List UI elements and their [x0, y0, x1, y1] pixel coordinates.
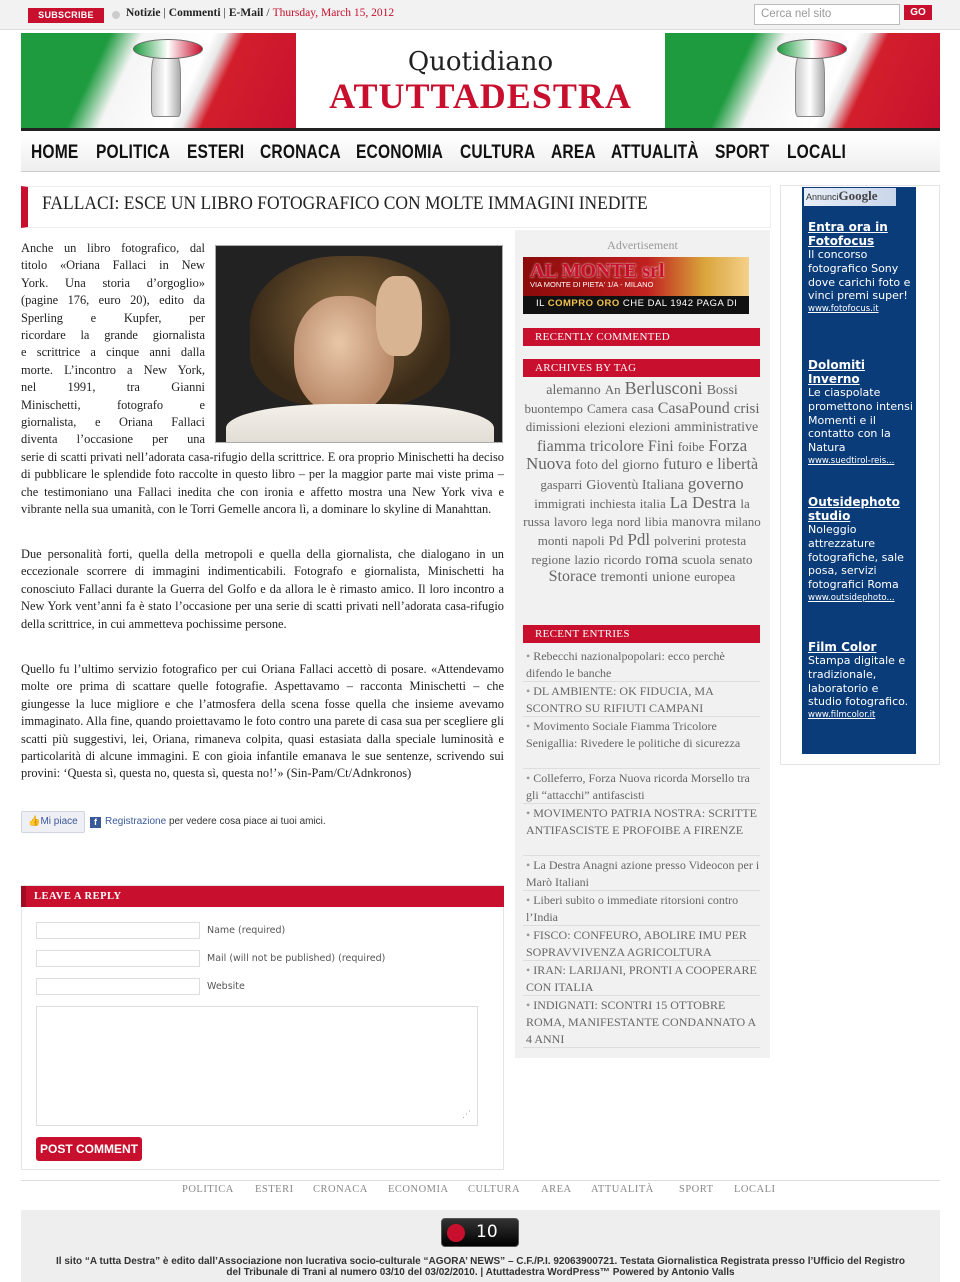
nav-esteri[interactable]: ESTERI	[187, 142, 245, 163]
nav-area[interactable]: AREA	[551, 142, 596, 163]
tag-link[interactable]: nord	[616, 513, 641, 529]
ad-headline[interactable]: Dolomiti Inverno	[808, 358, 866, 386]
tag-link[interactable]: scuola	[682, 551, 716, 567]
nav-sport[interactable]: SPORT	[715, 142, 770, 163]
tag-link[interactable]: Fini	[647, 437, 674, 455]
post-comment-button[interactable]: POST COMMENT	[36, 1137, 142, 1161]
tag-link[interactable]: foibe	[677, 438, 705, 454]
ad-url[interactable]: www.fotofocus.it	[808, 304, 879, 315]
tag-link[interactable]: polverini	[654, 533, 702, 548]
footer-nav-item[interactable]: SPORT	[679, 1184, 714, 1195]
ad-banner-tagline	[536, 298, 737, 309]
tag-link[interactable]: unione	[652, 570, 691, 585]
tag-link[interactable]: amministrative	[674, 420, 759, 435]
article-paragraph-1-wrap	[21, 240, 205, 449]
tag-link[interactable]: lavoro	[553, 513, 588, 529]
facebook-icon: f	[90, 817, 101, 828]
ad-body: Stampa digitale e tradizionale, laboratorio e studio fotografico.	[808, 654, 909, 709]
tag-link[interactable]: manovra	[671, 514, 721, 530]
recent-entry-link[interactable]: • Movimento Sociale Fiamma Tricolore Senigallia: Rivedere le politiche di sicurezza	[523, 718, 760, 769]
recent-entry-link[interactable]: • MOVIMENTO PATRIA NOSTRA: SCRITTE ANTIFASCISTE E PROFOIBE A FIRENZE	[523, 805, 760, 856]
tag-link[interactable]: elezioni	[583, 419, 626, 434]
tag-link[interactable]: monti	[537, 533, 569, 548]
counter-icon	[447, 1224, 465, 1242]
email-label: Mail (will not be published) (required)	[207, 953, 386, 964]
top-link-commenti[interactable]: Commenti	[168, 7, 221, 19]
article-wrap-line: nel 1991, tra Gianni	[21, 380, 205, 395]
ads-tag-label: Annunci	[806, 192, 839, 202]
nav-economia[interactable]: ECONOMIA	[356, 142, 444, 163]
credits-line-1: Il sito “A tutta Destra” è edito dall’Associazione non lucrativa socio-culturale “AGORA’ NEWS” – C.F./P.I. 92063900721. Testata Giornalistica Registrata presso l’Ufficio del Registro	[56, 1256, 905, 1267]
facebook-like-button[interactable]	[21, 811, 85, 833]
tag-link[interactable]: gasparri	[540, 476, 583, 492]
google-ad[interactable]	[808, 358, 914, 467]
tag-link[interactable]: la russa	[523, 496, 750, 529]
article-wrap-line: Minischetti, fotografo e	[21, 397, 205, 412]
recent-entry-link[interactable]: • Colleferro, Forza Nuova ricorda Morsello tra gli “attacchi” antifascisti	[523, 770, 760, 804]
facebook-register-text	[90, 816, 326, 828]
tag-link[interactable]: inchiesta	[589, 496, 636, 511]
reply-header: LEAVE A REPLY	[21, 886, 504, 907]
tag-link[interactable]: fiamma tricolore	[536, 437, 644, 455]
tag-link[interactable]: dimissioni	[525, 419, 580, 434]
tag-link[interactable]: futuro e libertà	[662, 456, 759, 473]
tag-link[interactable]: An	[604, 382, 621, 397]
tag-link[interactable]: Bossi	[706, 383, 738, 398]
tag-link[interactable]: elezioni	[629, 419, 671, 434]
footer-nav-item[interactable]: LOCALI	[734, 1184, 776, 1195]
bullet-icon	[112, 11, 120, 19]
tag-link[interactable]: Pdl	[627, 530, 651, 549]
footer-nav-item[interactable]: CRONACA	[313, 1184, 368, 1195]
article-wrap-line: (pagine 176, euro 20), edito da	[21, 293, 205, 308]
google-ads-tag[interactable]	[804, 188, 896, 206]
thumbs-up-icon: 👍	[28, 816, 41, 827]
tag-link[interactable]: roma	[645, 550, 679, 568]
footer-nav-item[interactable]: AREA	[541, 1184, 572, 1195]
article-wrap-line: ricordare la grande giornalista	[21, 327, 205, 342]
article-paragraph-2: Due personalità forti, quella della metropoli e quella della giornalista, che dialogano in un eccezionale scorrere di immagini indimenticabili. Fotografo e giornalista, Minischetti ha conosciuto Fallaci durante la Guerra del Golfo e da allora le è rimasto amico. Il loro incontro a New York vent’anni fa è stato l’occasione per una serie di scatti privati nell’adorata casa-rifugio della scrittrice, in cui ammetteva pochissime persone.	[21, 547, 504, 631]
tag-link[interactable]: Gioventù Italiana	[586, 477, 684, 493]
email-field[interactable]	[36, 950, 200, 967]
nav-attualita[interactable]: ATTUALITÀ	[611, 142, 699, 163]
tag-link[interactable]: tremonti	[600, 570, 649, 585]
resize-grip-icon[interactable]: ⋰	[462, 1110, 471, 1120]
facebook-register-link[interactable]: Registrazione	[105, 816, 167, 827]
tag-link[interactable]: lega	[591, 513, 613, 529]
ad-body: Noleggio attrezzature fotografiche, sale posa, servizi fotografici Roma	[808, 523, 904, 592]
nav-politica[interactable]: POLITICA	[96, 142, 171, 163]
ad-url[interactable]: www.suedtirol-reis...	[808, 455, 895, 466]
google-ad[interactable]	[808, 220, 914, 315]
tag-link[interactable]: immigrati	[534, 496, 586, 511]
article-wrap-line: morte. L’incontro a New York,	[21, 362, 205, 377]
footer-nav	[21, 1180, 940, 1201]
tag-link[interactable]: milano	[724, 513, 761, 529]
website-label: Website	[207, 981, 245, 992]
ad-url[interactable]: www.outsidephoto...	[808, 592, 895, 603]
comment-textarea[interactable]	[36, 1006, 478, 1126]
ad-banner-address: VIA MONTE DI PIETA' 1/A - MILANO	[530, 280, 654, 289]
tag-link[interactable]: Forza Nuova	[525, 435, 748, 473]
tag-link[interactable]: protesta	[705, 533, 747, 548]
footer-nav-item[interactable]: POLITICA	[182, 1184, 234, 1195]
tag-link[interactable]: crisi	[733, 400, 760, 417]
recent-entry-link[interactable]: • Liberi subito o immediate ritorsioni contro l’India	[523, 892, 760, 926]
tag-link[interactable]: italia	[639, 496, 666, 511]
site-header	[21, 33, 940, 131]
ad-body: Le ciaspolate promettono intensi Momenti e il contatto con la Natura	[808, 386, 913, 455]
article-wrap-line: Sperling e Kupfer, per	[21, 310, 205, 325]
article-wrap-line: Anche un libro fotografico, dal	[21, 241, 205, 255]
article-wrap-line: titolo «Oriana Fallaci in New	[21, 258, 205, 273]
ad-tagline-bold: COMPRO ORO	[547, 298, 620, 309]
archives-by-tag-header: ARCHIVES BY TAG	[523, 359, 760, 377]
footer-nav-item[interactable]: ESTERI	[255, 1184, 294, 1195]
top-link-email[interactable]: E-Mail	[228, 7, 264, 19]
article-wrap-line: e scrittrice a cinque anni dalla	[21, 345, 205, 360]
tag-cloud	[521, 380, 763, 587]
name-label: Name (required)	[207, 925, 286, 936]
recent-entry-link[interactable]: • Rebecchi nazionalpopolari: ecco perchè difendo le banche	[523, 648, 760, 682]
tag-link[interactable]: alemanno	[546, 383, 601, 398]
subscribe-button[interactable]: SUBSCRIBE	[28, 8, 104, 23]
ad-body: Il concorso fotografico Sony dove carichi foto e vinci premi super!	[808, 248, 911, 303]
article-paragraph-3: Quello fu l’ultimo servizio fotografico per cui Oriana Fallaci accettò di posare. «Attendevamo molte ore prima di scattare quelle fotografie. Aspettavamo – racconta Minischetti – che giungesse la luce migliore e che l’atmosfera della scena fosse quella che insieme avevamo immaginato. Alla fine, quando proiettavamo le foto contro una parete di casa sua per scegliere gli scatti più suggestivi, lei, Oriana, rimaneva colpita, quasi estasiata dalla speciale luminosità e particolarità di alcune immagini. E con gioia infantile emanava le sue sentenze, scrivendo sui provini: ‘Questa sì, questa no, questa sì, questa no!’» (Sin-Pam/Ct/Adnkronos)	[21, 662, 504, 781]
footer-nav-item[interactable]: ECONOMIA	[388, 1184, 449, 1195]
footer-nav-item[interactable]: ATTUALITÀ	[591, 1184, 654, 1195]
credits-line-2: del Tribunale di Trani al numero 03/10 del 03/02/2010. | Atuttadestra WordPress™ Powered by Antonio Valls	[226, 1267, 735, 1278]
tag-link[interactable]: lazio	[574, 551, 600, 567]
search-input[interactable]: Cerca nel sito	[754, 4, 900, 25]
ad-banner-title: AL MONTE srl	[530, 260, 665, 282]
main-nav	[21, 134, 940, 172]
google-ad[interactable]	[808, 495, 914, 604]
website-field[interactable]	[36, 978, 200, 995]
article-paragraph-1-rest: serie di scatti privati nell’adorata casa-rifugio della scrittrice. E ora proprio Minischetti ha deciso di pubblicare le splendide foto raccolte in questo libro – per la maggior parte mai viste prima – che testimoniano una Fallaci inedita che con ironia e affetto mostra una New York viva e vibrante nella sua umanità, con le Torri Gemelle ancora lì, a dominare lo skyline di Manahttan.	[21, 450, 504, 517]
tag-link[interactable]: foto del	[575, 458, 619, 473]
tag-link[interactable]: Pd	[608, 534, 624, 549]
ad-headline[interactable]: Entra ora in Fotofocus	[808, 220, 888, 248]
current-date: Thursday, March 15, 2012	[272, 7, 395, 19]
nav-locali[interactable]: LOCALI	[787, 142, 846, 163]
tag-link[interactable]: regione	[531, 551, 571, 567]
logo-subtitle[interactable]: Quotidiano	[407, 47, 554, 77]
google-ad[interactable]	[808, 640, 914, 721]
article-wrap-line: diventa l’occasione per una	[21, 432, 205, 447]
advertisement-label: Advertisement	[607, 238, 678, 252]
google-logo: Google	[838, 188, 878, 203]
ad-headline[interactable]: Film Color	[808, 640, 877, 654]
nav-cronaca[interactable]: CRONACA	[260, 142, 341, 163]
article-wrap-line: York. Una storia d’orgoglio»	[21, 275, 205, 290]
tag-link[interactable]: napoli	[572, 533, 605, 548]
recently-commented-header: RECENTLY COMMENTED	[523, 328, 760, 346]
tag-link[interactable]: CasaPound	[657, 399, 730, 417]
footer-credits	[21, 1256, 940, 1278]
ad-headline[interactable]: Outsidephoto studio	[808, 495, 900, 523]
tag-link[interactable]: buontempo	[524, 400, 583, 416]
article-title: FALLACI: ESCE UN LIBRO FOTOGRAFICO CON MOLTE IMMAGINI INEDITE	[42, 193, 648, 214]
ad-tagline-post: CHE DAL 1942 PAGA DI	[619, 298, 738, 309]
top-links: Notizie | Commenti | E-Mail / Thursday, March 15, 2012	[126, 7, 395, 19]
nav-cultura[interactable]: CULTURA	[460, 142, 536, 163]
recent-entry-link[interactable]: • DL AMBIENTE: OK FIDUCIA, MA SCONTRO SU RIFIUTI CAMPANI	[523, 683, 760, 717]
recent-entry-link[interactable]: • INDIGNATI: SCONTRI 15 OTTOBRE ROMA, MANIFESTANTE CONDANNATO A 4 ANNI	[523, 997, 760, 1048]
tag-link[interactable]: Camera	[586, 400, 628, 416]
ad-tagline-pre: IL	[536, 298, 548, 309]
tag-link[interactable]: ricordo	[603, 551, 642, 567]
logo-title[interactable]: ATUTTADESTRA	[329, 76, 632, 116]
article-photo	[215, 245, 503, 443]
facebook-register-caption: per vedere cosa piace ai tuoi amici.	[168, 816, 326, 827]
article-wrap-line: giornalista, e Oriana Fallaci	[21, 414, 205, 429]
recent-entry-link[interactable]: • IRAN: LARIJANI, PRONTI A COOPERARE CON ITALIA	[523, 962, 760, 996]
nav-home[interactable]: HOME	[31, 142, 79, 163]
tag-link[interactable]: Storace	[548, 568, 597, 585]
like-label: Mi piace	[40, 816, 78, 827]
recent-entries-header: RECENT ENTRIES	[523, 625, 760, 643]
tag-link[interactable]: Berlusconi	[624, 378, 703, 398]
search-go-button[interactable]: GO	[904, 5, 932, 20]
tag-link[interactable]: governo	[687, 473, 744, 493]
tag-link[interactable]: libia	[644, 513, 668, 529]
tag-link[interactable]: senato	[719, 551, 753, 567]
counter-value: 10	[476, 1222, 498, 1242]
recent-entry-link[interactable]: • La Destra Anagni azione presso Videocon per i Marò Italiani	[523, 857, 760, 891]
footer-nav-item[interactable]: CULTURA	[468, 1184, 521, 1195]
name-field[interactable]	[36, 922, 200, 939]
tag-link[interactable]: giorno	[622, 458, 659, 473]
tag-link[interactable]: La Destra	[669, 493, 737, 512]
tag-link[interactable]: europea	[694, 569, 736, 584]
top-link-notizie[interactable]: Notizie	[126, 7, 161, 19]
ad-url[interactable]: www.filmcolor.it	[808, 710, 876, 721]
tag-link[interactable]: casa	[631, 400, 654, 416]
recent-entry-link[interactable]: • FISCO: CONFEURO, ABOLIRE IMU PER SOPRAVVIVENZA AGRICOLTURA	[523, 927, 760, 961]
